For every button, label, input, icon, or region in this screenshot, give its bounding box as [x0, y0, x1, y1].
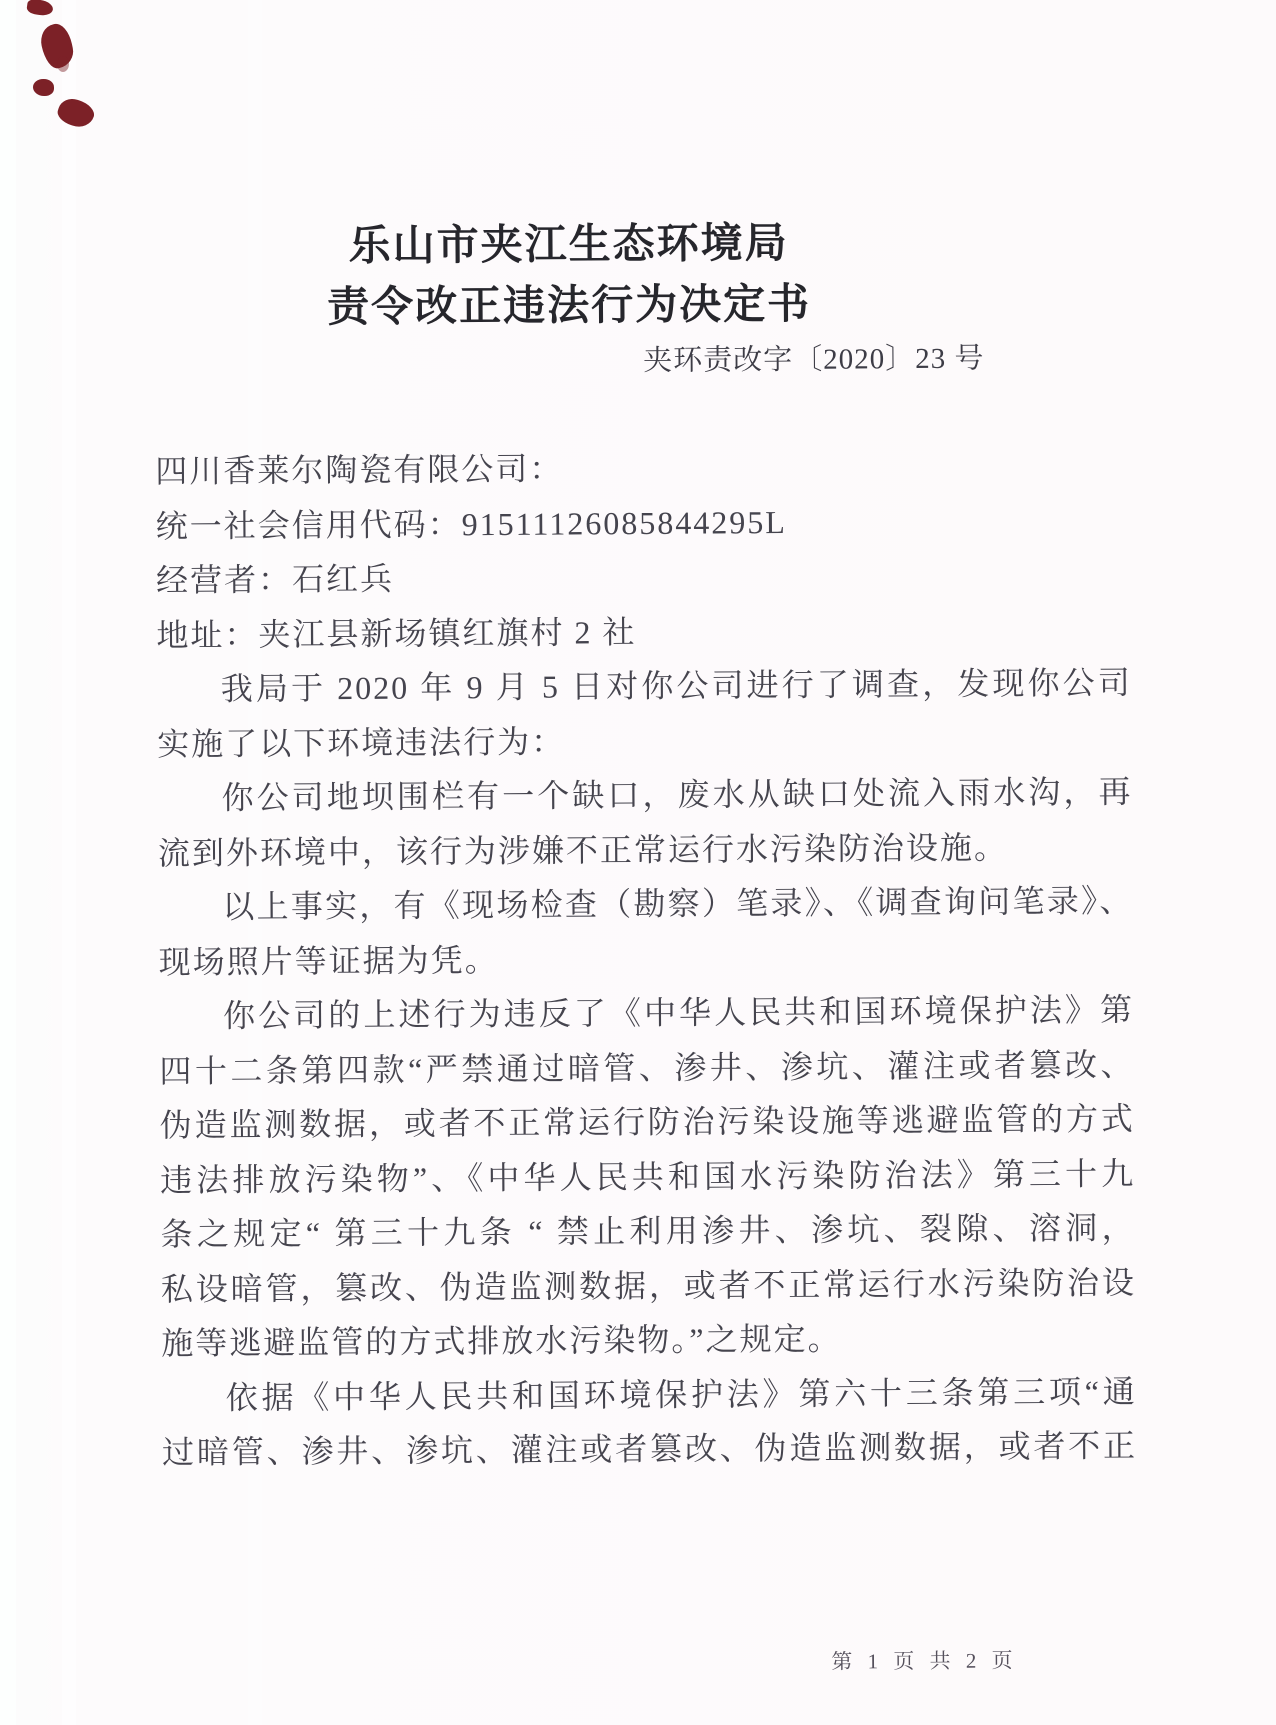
body-line: 私设暗管，篡改、伪造监测数据，或者不正常运行水污染防治设	[160, 1264, 1137, 1307]
body-line: 以上事实，有《现场检查（勘察）笔录》、《调查询问笔录》、	[222, 882, 1134, 925]
body-line: 你公司的上述行为违反了《中华人民共和国环境保护法》第	[222, 991, 1135, 1034]
body-line: 地址：夹江县新场镇红旗村 2 社	[156, 613, 637, 653]
body-line: 伪造监测数据，或者不正常运行防治污染设施等逃避监管的方式	[159, 1100, 1135, 1144]
body-line: 四十二条第四款“严禁通过暗管、渗井、渗坑、灌注或者篡改、	[159, 1046, 1135, 1089]
body-line: 条之规定“ 第三十九条 “ 禁止利用渗井、渗坑、裂隙、溶洞，	[160, 1209, 1136, 1253]
body-line: 统一社会信用代码：91511126085844295L	[155, 503, 787, 544]
document-title-line1: 乐山市夹江生态环境局	[348, 218, 789, 270]
body-line: 实施了以下环境违法行为：	[157, 723, 566, 762]
body-line: 施等逃避监管的方式排放水污染物。”之规定。	[161, 1320, 842, 1362]
document-title	[152, 0, 984, 338]
body-line: 依据《中华人民共和国环境保护法》第六十三条第三项“通	[225, 1373, 1137, 1416]
body-lines	[155, 438, 1137, 1480]
body-line: 经营者：石红兵	[155, 560, 395, 599]
body-line: 违法排放污染物”、《中华人民共和国水污染防治法》第三十九	[160, 1155, 1136, 1198]
body-line: 现场照片等证据为凭。	[158, 941, 499, 980]
page-number: 第 1 页 共 2 页	[831, 1648, 1018, 1674]
document-title-line2: 责令改正违法行为决定书	[326, 279, 812, 331]
document-number: 夹环责改字〔2020〕23 号	[643, 342, 985, 377]
body-line: 流到外环境中，该行为涉嫌不正常运行水污染防治设施。	[157, 828, 1009, 871]
body-line: 我局于 2020 年 9 月 5 日对你公司进行了调查，发现你公司	[220, 664, 1132, 707]
body-line: 四川香莱尔陶瓷有限公司：	[155, 450, 564, 490]
body-line: 你公司地坝围栏有一个缺口，废水从缺口处流入雨水沟，再	[221, 773, 1133, 816]
body-line: 过暗管、渗井、渗坑、灌注或者篡改、伪造监测数据，或者不正	[161, 1427, 1138, 1471]
